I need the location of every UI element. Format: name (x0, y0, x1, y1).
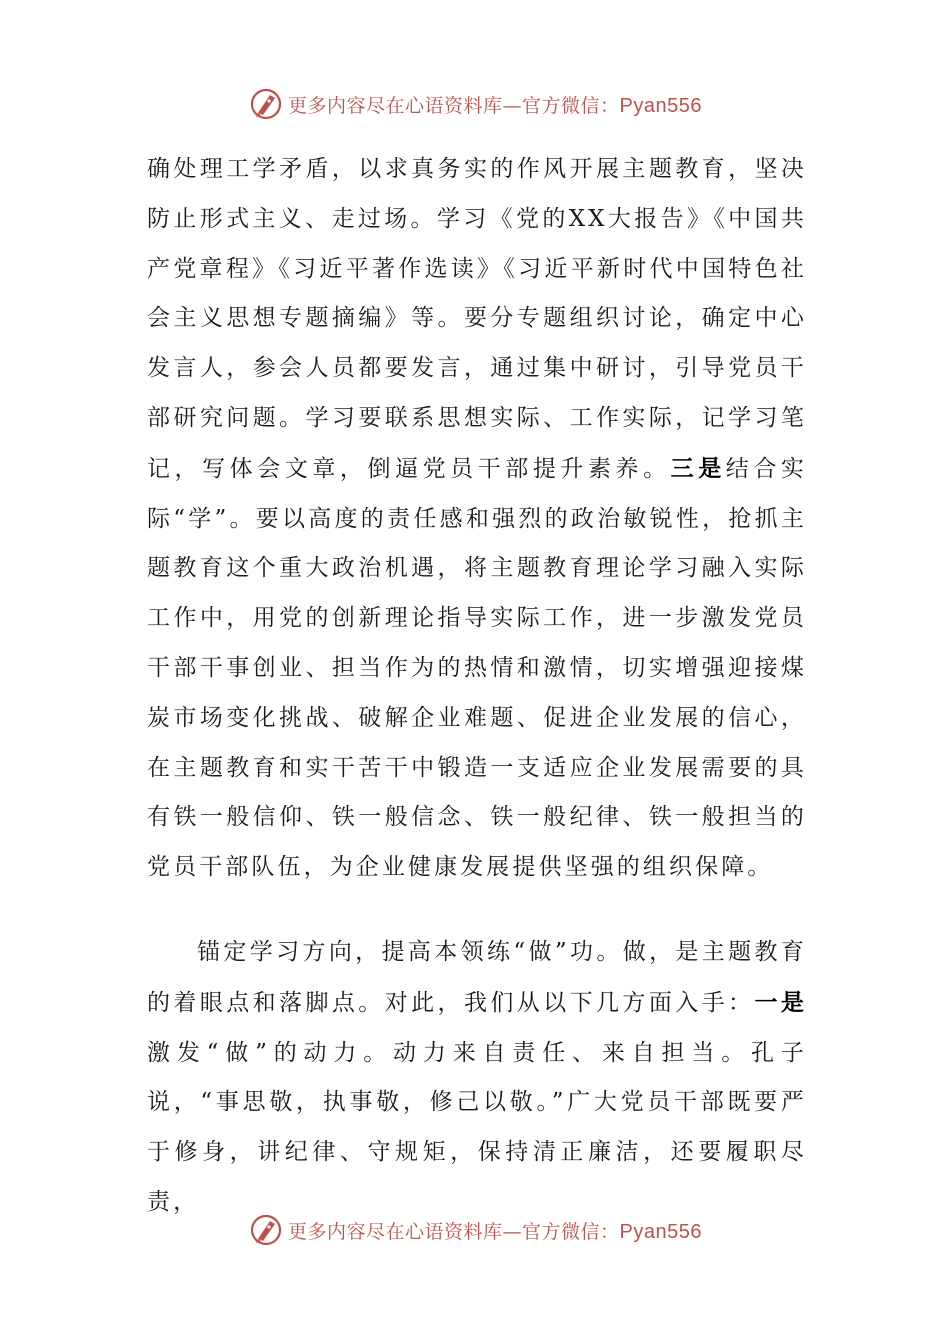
footer-watermark-text: 更多内容尽在心语资料库—官方微信：Pyan556 (288, 1220, 702, 1243)
paragraph-second (147, 928, 807, 1228)
paragraph2-text-a: 锚定学习方向，提高本领练“做”功。做，是主题教育的着眼点和落脚点。对此，我们从以下几方面入手： (147, 938, 807, 1016)
footer-watermark-handle: Pyan556 (619, 1220, 702, 1243)
footer-watermark-banner (0, 1208, 950, 1252)
document-body (147, 145, 807, 1228)
paragraph2-text-b: 激发“做”的动力。动力来自责任、来自担当。孔子说，“事思敬，执事敬，修己以敬。”广大党员干部既要严于修身，讲纪律、守规矩，保持清正廉洁，还要履职尽责， (147, 1039, 807, 1215)
paragraph-continued (147, 145, 807, 893)
paragraph2-emphasis: 一是 (754, 988, 807, 1016)
header-watermark-handle: Pyan556 (619, 94, 702, 117)
header-watermark-text: 更多内容尽在心语资料库—官方微信：Pyan556 (288, 94, 702, 117)
paragraph1-text-a: 确处理工学矛盾，以求真务实的作风开展主题教育，坚决防止形式主义、走过场。学习《党的XX大报告》《中国共产党章程》《习近平著作选读》《习近平新时代中国特色社会主义思想专题摘编》等。要分专题组织讨论，确定中心发言人，参会人员都要发言，通过集中研讨，引导党员干部研究问题。学习要联系思想实际、工作实际，记学习笔记，写体会文章，倒逼党员干部提升素养。 (147, 156, 807, 482)
paragraph1-text-b: 结合实际“学”。要以高度的责任感和强烈的政治敏锐性，抢抓主题教育这个重大政治机遇，将主题教育理论学习融入实际工作中，用党的创新理论指导实际工作，进一步激发党员干部干事创业、担当作为的热情和激情，切实增强迎接煤炭市场变化挑战、破解企业难题、促进企业发展的信心，在主题教育和实干苦干中锻造一支适应企业发展需要的具有铁一般信仰、铁一般信念、铁一般纪律、铁一般担当的党员干部队伍，为企业健康发展提供坚强的组织保障。 (147, 455, 807, 881)
pen-nib-icon (248, 1212, 284, 1248)
paragraph1-emphasis: 三是 (670, 454, 726, 482)
header-watermark-banner (0, 82, 950, 126)
pen-nib-icon (248, 86, 284, 122)
